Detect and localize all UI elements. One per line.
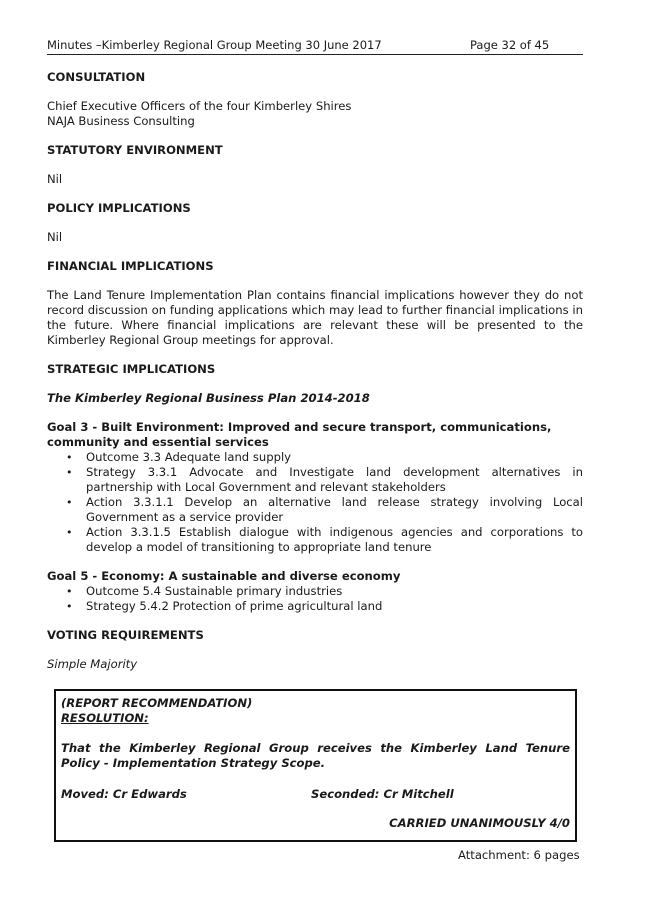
- bullet-icon: •: [66, 526, 73, 539]
- list-item: • Action 3.3.1.1 Develop an alternative land release strategy involving Local Government as a service provider: [66, 495, 583, 524]
- bullet-icon: •: [66, 466, 73, 479]
- list-item: • Outcome 5.4 Sustainable primary industries: [66, 584, 343, 598]
- goal-3-title: Goal 3 - Built Environment: Improved and secure transport, communications, community and essential services: [47, 420, 552, 449]
- resolution-text: That the Kimberley Regional Group receives the Kimberley Land Tenure Policy - Implementation Strategy Scope.: [61, 741, 570, 770]
- voting-text: Simple Majority: [47, 657, 138, 671]
- list-item: • Strategy 5.4.2 Protection of prime agricultural land: [66, 599, 383, 613]
- list-item: • Strategy 3.3.1 Advocate and Investigate land development alternatives in partnership with Local Government and relevant stakeholders: [66, 465, 583, 494]
- financial-text: The Land Tenure Implementation Plan contains financial implications however they do not record discussion on funding applications which may lead to further financial implications in the future. Where financial implications are relevant these will be presented to the Kimberley Regional Group meetings for approval.: [47, 288, 583, 347]
- statutory-heading: STATUTORY ENVIRONMENT: [47, 143, 223, 157]
- bullet-icon: •: [66, 451, 73, 464]
- goal-5-list: [47, 584, 583, 614]
- financial-heading: FINANCIAL IMPLICATIONS: [47, 259, 214, 273]
- moved-by: Moved: Cr Edwards: [61, 787, 187, 801]
- carried-status: CARRIED UNANIMOUSLY 4/0: [389, 816, 570, 830]
- policy-heading: POLICY IMPLICATIONS: [47, 201, 191, 215]
- consultation-heading: CONSULTATION: [47, 70, 146, 84]
- document-body: [47, 70, 583, 672]
- business-plan-title: The Kimberley Regional Business Plan 2014-2018: [47, 391, 370, 405]
- voting-heading: VOTING REQUIREMENTS: [47, 628, 204, 642]
- header-title: Minutes –Kimberley Regional Group Meeting 30 June 2017: [47, 38, 382, 52]
- bullet-icon: •: [66, 496, 73, 509]
- page-header: [47, 38, 583, 55]
- list-item: • Action 3.3.1.5 Establish dialogue with indigenous agencies and corporations to develop a model of transitioning to appropriate land tenure: [66, 525, 583, 554]
- list-item: • Outcome 3.3 Adequate land supply: [66, 450, 292, 464]
- recommendation-label: (REPORT RECOMMENDATION): [61, 696, 253, 710]
- consultation-line: NAJA Business Consulting: [47, 114, 195, 128]
- consultation-line: Chief Executive Officers of the four Kimberley Shires: [47, 99, 352, 113]
- policy-text: Nil: [47, 230, 63, 244]
- resolution-box: [54, 689, 577, 842]
- bullet-icon: •: [66, 585, 73, 598]
- seconded-by: Seconded: Cr Mitchell: [311, 787, 454, 801]
- statutory-text: Nil: [47, 172, 63, 186]
- goal-5-title: Goal 5 - Economy: A sustainable and diverse economy: [47, 569, 401, 583]
- bullet-icon: •: [66, 600, 73, 613]
- page-number: Page 32 of 45: [470, 38, 550, 52]
- goal-3-list: [47, 450, 583, 555]
- attachment-note: Attachment: 6 pages: [458, 848, 580, 862]
- strategic-heading: STRATEGIC IMPLICATIONS: [47, 362, 216, 376]
- resolution-label: RESOLUTION:: [61, 711, 149, 725]
